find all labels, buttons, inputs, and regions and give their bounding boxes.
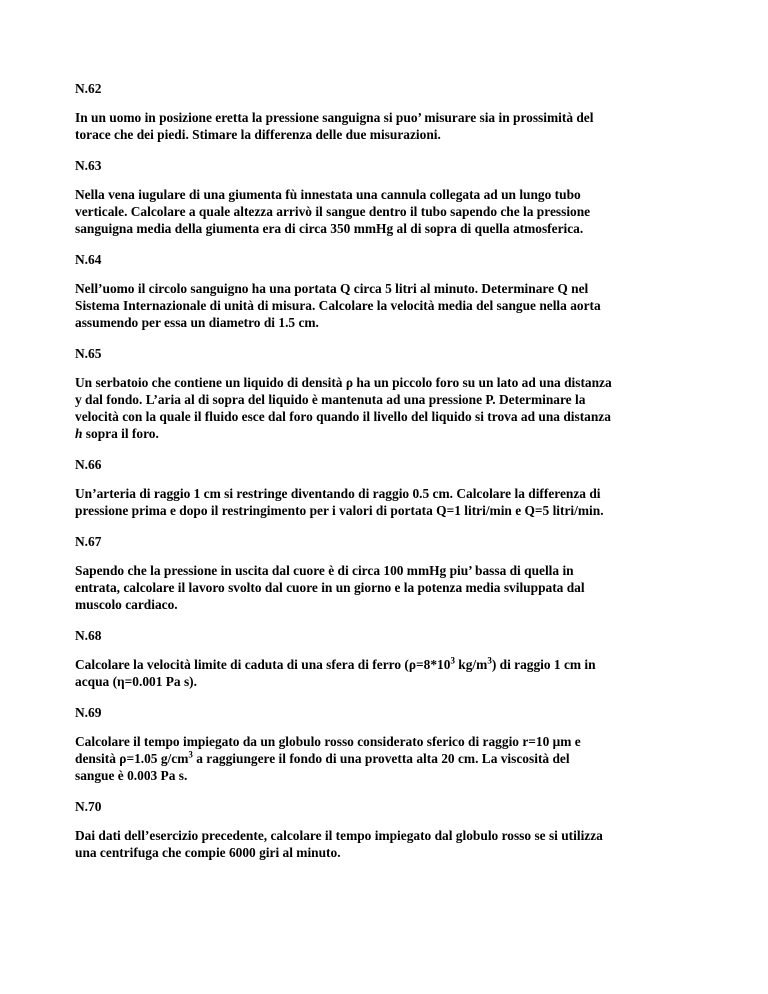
- problem-text-part: ) di raggio 1 cm in acqua (η=0.001 Pa s).: [75, 657, 596, 689]
- problem-62: [75, 80, 695, 143]
- problem-number: N.66: [75, 457, 102, 472]
- problem-text: Sapendo che la pressione in uscita dal cuore è di circa 100 mmHg piu’ bassa di quella in entrata, calcolare il lavoro svolto dal cuore in un giorno e la potenza media sviluppata dal muscolo cardiaco.: [75, 563, 585, 612]
- problem-number: N.67: [75, 534, 102, 549]
- problem-64: [75, 251, 695, 331]
- problem-text: Un’arteria di raggio 1 cm si restringe diventando di raggio 0.5 cm. Calcolare la differenza di pressione prima e dopo il restringimento per i valori di portata Q=1 litri/min e Q=5 litri/min.: [75, 486, 604, 518]
- problem-text: Nell’uomo il circolo sanguigno ha una portata Q circa 5 litri al minuto. Determinare Q nel Sistema Internazionale di unità di misura. Calcolare la velocità media del sangue nella aorta assumendo per essa un diametro di 1.5 cm.: [75, 281, 601, 330]
- problem-67: [75, 533, 695, 613]
- problem-number: N.68: [75, 628, 102, 643]
- problem-65: [75, 345, 695, 442]
- problem-text-part: Calcolare il tempo impiegato da un globulo rosso considerato sferico di raggio r=10 μm e densità ρ=1.05 g/cm: [75, 734, 581, 766]
- problem-text-part: Un serbatoio che contiene un liquido di densità ρ ha un piccolo foro su un lato ad una distanza y dal fondo. L’aria al di sopra del liquido è mantenuta ad una pressione P. Determinare la velocità con la quale il fluido esce dal foro quando il livello del liquido si trova ad una distanza: [75, 375, 612, 424]
- problem-number: N.64: [75, 252, 102, 267]
- problem-text: [75, 374, 695, 442]
- problem-text: Nella vena iugulare di una giumenta fù innestata una cannula collegata ad un lungo tubo verticale. Calcolare a quale altezza arrivò il sangue dentro il tubo sapendo che la pressione sanguigna media della giumenta era di circa 350 mmHg al di sopra di quella atmosferica.: [75, 187, 591, 236]
- problem-number: N.65: [75, 346, 102, 361]
- problem-63: [75, 157, 695, 237]
- problem-text-part: sopra il foro.: [82, 426, 159, 441]
- height-symbol: h: [75, 426, 83, 441]
- problem-number: N.62: [75, 81, 102, 96]
- superscript: 3: [450, 655, 455, 666]
- problem-70: [75, 798, 695, 861]
- problem-text: Dai dati dell’esercizio precedente, calcolare il tempo impiegato dal globulo rosso se si utilizza una centrifuga che compie 6000 giri al minuto.: [75, 828, 603, 860]
- problem-number: N.63: [75, 158, 102, 173]
- problem-66: [75, 456, 695, 519]
- problem-text: In un uomo in posizione eretta la pressione sanguigna si puo’ misurare sia in prossimità del torace che dei piedi. Stimare la differenza delle due misurazioni.: [75, 110, 594, 142]
- problem-text-part: a raggiungere il fondo di una provetta alta 20 cm. La viscosità del sangue è 0.003 Pa s.: [75, 751, 570, 783]
- problem-text: [75, 733, 695, 784]
- problem-number: N.70: [75, 799, 102, 814]
- problem-69: [75, 704, 695, 784]
- problem-68: [75, 627, 695, 690]
- problem-text: [75, 656, 695, 690]
- problem-text-part: Calcolare la velocità limite di caduta di una sfera di ferro (ρ=8*10: [75, 657, 451, 672]
- superscript: 3: [487, 655, 492, 666]
- superscript: 3: [188, 749, 193, 760]
- problem-sheet: [75, 80, 695, 875]
- problem-number: N.69: [75, 705, 102, 720]
- problem-text-part: kg/m: [454, 657, 488, 672]
